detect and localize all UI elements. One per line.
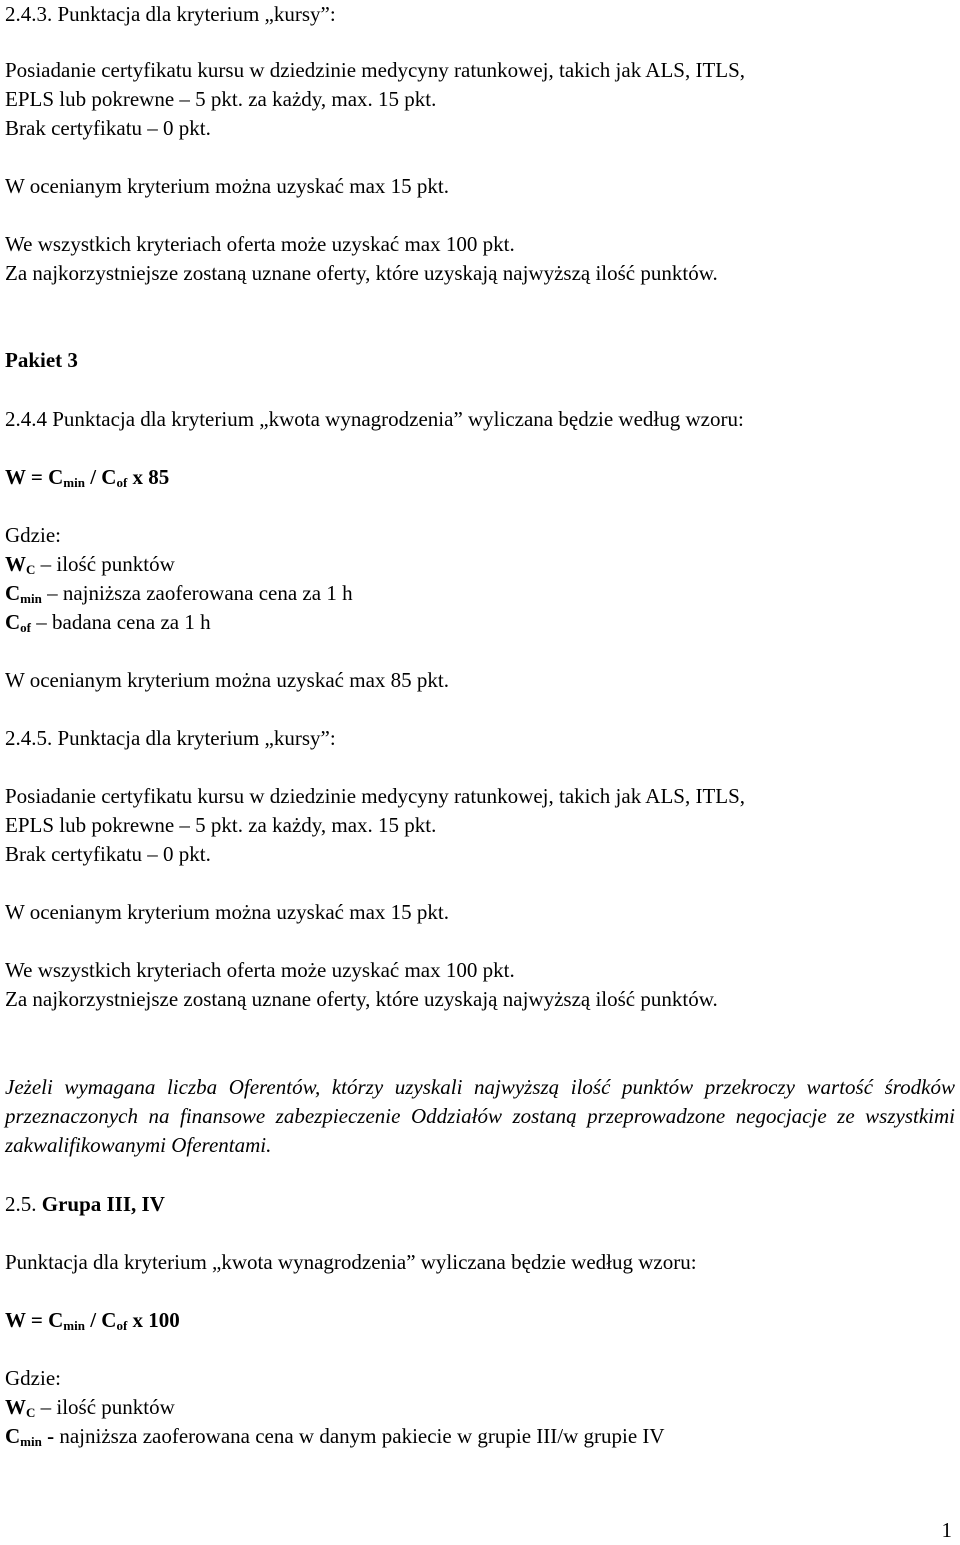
page-number: 1 bbox=[941, 1518, 952, 1542]
negotiation-paragraph: Jeżeli wymagana liczba Oferentów, którzy uzyskali najwyższą ilość punktów przekroczy wartość środków przeznaczonych na finansowe zabezpieczenie Oddziałów zostaną przeprowadzone negocjacje ze wszystkimi zakwalifikowanymi Oferentami. bbox=[5, 1075, 955, 1157]
max-points-line-b: W ocenianym kryterium można uzyskać max 15 pkt. bbox=[5, 900, 449, 924]
no-certificate-line: Brak certyfikatu – 0 pkt. bbox=[5, 116, 211, 140]
definition-wc: $W_C$ – ilość punktów bbox=[5, 552, 175, 577]
certificate-line-1: Posiadanie certyfikatu kursu w dziedzinie medycyny ratunkowej, takich jak ALS, ITLS, bbox=[5, 58, 746, 82]
formula-85: $W = C_{min} / C_{of}$ x 85 bbox=[5, 465, 170, 490]
total-points-line: We wszystkich kryteriach oferta może uzyskać max 100 pkt. bbox=[5, 232, 515, 256]
section-25-intro: Punktacja dla kryterium „kwota wynagrodzenia” wyliczana będzie według wzoru: bbox=[5, 1250, 697, 1274]
definition-cof: $C_{of}$ – badana cena za 1 h bbox=[5, 610, 211, 635]
certificate-line-1b: Posiadanie certyfikatu kursu w dziedzinie medycyny ratunkowej, takich jak ALS, ITLS, bbox=[5, 784, 746, 808]
where-label: Gdzie: bbox=[5, 523, 61, 547]
definition-cmin: $C_{min}$ – najniższa zaoferowana cena za 1 h bbox=[5, 581, 353, 606]
formula-100: $W = C_{min} / C_{of}$ x 100 bbox=[5, 1308, 180, 1333]
max-points-line: W ocenianym kryterium można uzyskać max 15 pkt. bbox=[5, 174, 449, 198]
section-heading-244: 2.4.4 Punktacja dla kryterium „kwota wynagrodzenia” wyliczana będzie według wzoru: bbox=[5, 407, 744, 431]
total-points-line-b: We wszystkich kryteriach oferta może uzyskać max 100 pkt. bbox=[5, 958, 515, 982]
section-heading-243: 2.4.3. Punktacja dla kryterium „kursy”: bbox=[5, 2, 336, 26]
best-offers-line-b: Za najkorzystniejsze zostaną uznane oferty, które uzyskają najwyższą ilość punktów. bbox=[5, 987, 718, 1011]
certificate-line-2b: EPLS lub pokrewne – 5 pkt. za każdy, max. 15 pkt. bbox=[5, 813, 437, 837]
section-heading-25: 2.5. Grupa III, IV bbox=[5, 1192, 165, 1216]
no-certificate-line-b: Brak certyfikatu – 0 pkt. bbox=[5, 842, 211, 866]
package-heading: Pakiet 3 bbox=[5, 348, 78, 372]
certificate-line-2: EPLS lub pokrewne – 5 pkt. za każdy, max. 15 pkt. bbox=[5, 87, 437, 111]
where-label-b: Gdzie: bbox=[5, 1366, 61, 1390]
section-heading-245: 2.4.5. Punktacja dla kryterium „kursy”: bbox=[5, 726, 336, 750]
max-points-line-85: W ocenianym kryterium można uzyskać max 85 pkt. bbox=[5, 668, 449, 692]
definition-cmin-b: $C_{min}$ - najniższa zaoferowana cena w danym pakiecie w grupie III/w grupie IV bbox=[5, 1424, 665, 1449]
definition-wc-b: $W_C$ – ilość punktów bbox=[5, 1395, 175, 1420]
best-offers-line: Za najkorzystniejsze zostaną uznane oferty, które uzyskają najwyższą ilość punktów. bbox=[5, 261, 718, 285]
